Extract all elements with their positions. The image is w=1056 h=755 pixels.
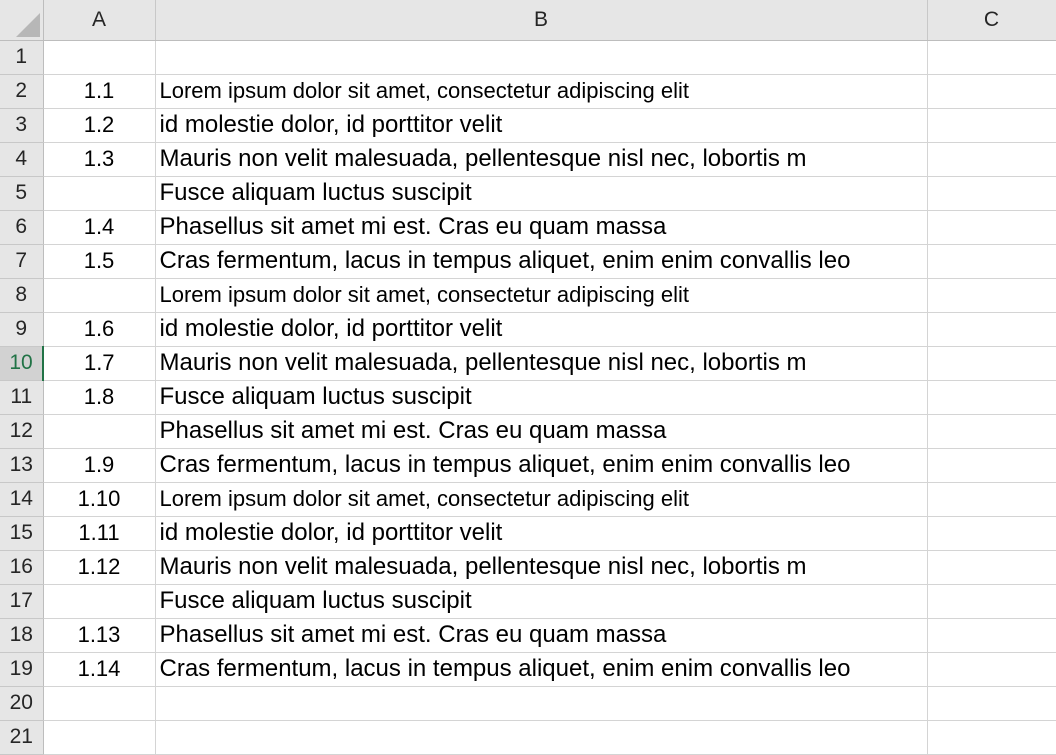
cell-b[interactable]: Fusce aliquam luctus suscipit [155, 176, 927, 210]
cell-b[interactable] [155, 720, 927, 754]
table-row [0, 482, 1056, 516]
cell-b[interactable]: Mauris non velit malesuada, pellentesque nisl nec, lobortis m [155, 550, 927, 584]
cell-c[interactable] [927, 346, 1056, 380]
row-header[interactable]: 17 [0, 584, 43, 618]
cell-c[interactable] [927, 74, 1056, 108]
cell-a[interactable] [43, 278, 155, 312]
table-row [0, 40, 1056, 74]
cell-a[interactable]: 1.12 [43, 550, 155, 584]
cell-b[interactable]: id molestie dolor, id porttitor velit [155, 108, 927, 142]
cell-c[interactable] [927, 618, 1056, 652]
column-header-a[interactable]: A [43, 0, 155, 40]
cell-a[interactable]: 1.14 [43, 652, 155, 686]
cell-b[interactable]: Mauris non velit malesuada, pellentesque nisl nec, lobortis m [155, 142, 927, 176]
table-row [0, 516, 1056, 550]
cell-c[interactable] [927, 210, 1056, 244]
table-row [0, 142, 1056, 176]
row-header[interactable]: 19 [0, 652, 43, 686]
column-header-b[interactable]: B [155, 0, 927, 40]
cell-a[interactable]: 1.5 [43, 244, 155, 278]
cell-a[interactable]: 1.11 [43, 516, 155, 550]
cell-b[interactable]: Phasellus sit amet mi est. Cras eu quam massa [155, 618, 927, 652]
table-row [0, 176, 1056, 210]
cell-b[interactable]: Lorem ipsum dolor sit amet, consectetur adipiscing elit [155, 278, 927, 312]
row-header[interactable]: 2 [0, 74, 43, 108]
table-row [0, 618, 1056, 652]
table-row [0, 550, 1056, 584]
row-header[interactable]: 16 [0, 550, 43, 584]
cell-c[interactable] [927, 550, 1056, 584]
cell-c[interactable] [927, 652, 1056, 686]
column-header-c[interactable]: C [927, 0, 1056, 40]
cell-c[interactable] [927, 244, 1056, 278]
cell-c[interactable] [927, 448, 1056, 482]
table-row [0, 210, 1056, 244]
row-header[interactable]: 11 [0, 380, 43, 414]
table-row [0, 720, 1056, 754]
row-header[interactable]: 8 [0, 278, 43, 312]
cell-b[interactable]: Cras fermentum, lacus in tempus aliquet, enim enim convallis leo [155, 244, 927, 278]
cell-a[interactable] [43, 176, 155, 210]
row-header[interactable]: 10 [0, 346, 43, 380]
cell-a[interactable] [43, 720, 155, 754]
cell-c[interactable] [927, 380, 1056, 414]
row-header[interactable]: 14 [0, 482, 43, 516]
table-row [0, 278, 1056, 312]
table-row [0, 448, 1056, 482]
cell-c[interactable] [927, 516, 1056, 550]
cell-a[interactable] [43, 584, 155, 618]
table-row [0, 346, 1056, 380]
row-header[interactable]: 9 [0, 312, 43, 346]
cell-a[interactable]: 1.9 [43, 448, 155, 482]
row-header[interactable]: 4 [0, 142, 43, 176]
cell-a[interactable] [43, 414, 155, 448]
cell-b[interactable]: Cras fermentum, lacus in tempus aliquet, enim enim convallis leo [155, 652, 927, 686]
cell-c[interactable] [927, 278, 1056, 312]
cell-b[interactable]: Fusce aliquam luctus suscipit [155, 584, 927, 618]
cell-a[interactable]: 1.2 [43, 108, 155, 142]
cell-a[interactable] [43, 686, 155, 720]
cell-a[interactable]: 1.3 [43, 142, 155, 176]
cell-b[interactable]: Cras fermentum, lacus in tempus aliquet, enim enim convallis leo [155, 448, 927, 482]
cell-b[interactable]: Mauris non velit malesuada, pellentesque nisl nec, lobortis m [155, 346, 927, 380]
cell-c[interactable] [927, 686, 1056, 720]
row-header[interactable]: 7 [0, 244, 43, 278]
select-all-triangle-icon [16, 13, 40, 37]
select-all-corner[interactable] [0, 0, 43, 40]
cell-a[interactable]: 1.7 [43, 346, 155, 380]
row-header[interactable]: 5 [0, 176, 43, 210]
cell-b[interactable]: Lorem ipsum dolor sit amet, consectetur adipiscing elit [155, 482, 927, 516]
cell-b[interactable]: Lorem ipsum dolor sit amet, consectetur adipiscing elit [155, 74, 927, 108]
row-header[interactable]: 20 [0, 686, 43, 720]
cell-a[interactable] [43, 40, 155, 74]
cell-a[interactable]: 1.13 [43, 618, 155, 652]
table-row [0, 380, 1056, 414]
cell-c[interactable] [927, 312, 1056, 346]
cell-b[interactable]: id molestie dolor, id porttitor velit [155, 516, 927, 550]
table-row [0, 686, 1056, 720]
row-header[interactable]: 15 [0, 516, 43, 550]
table-row [0, 244, 1056, 278]
cell-a[interactable]: 1.8 [43, 380, 155, 414]
cell-b[interactable]: Phasellus sit amet mi est. Cras eu quam massa [155, 210, 927, 244]
cell-b[interactable] [155, 686, 927, 720]
cell-a[interactable]: 1.10 [43, 482, 155, 516]
row-header[interactable]: 18 [0, 618, 43, 652]
row-header[interactable]: 12 [0, 414, 43, 448]
cell-a[interactable]: 1.6 [43, 312, 155, 346]
table-row [0, 108, 1056, 142]
cell-b[interactable]: Fusce aliquam luctus suscipit [155, 380, 927, 414]
table-row [0, 652, 1056, 686]
row-header[interactable]: 3 [0, 108, 43, 142]
cell-c[interactable] [927, 142, 1056, 176]
table-row [0, 584, 1056, 618]
table-row [0, 414, 1056, 448]
cell-c[interactable] [927, 482, 1056, 516]
cell-b[interactable]: id molestie dolor, id porttitor velit [155, 312, 927, 346]
table-row [0, 74, 1056, 108]
column-header-row [0, 0, 1056, 40]
row-header[interactable]: 1 [0, 40, 43, 74]
cell-a[interactable]: 1.1 [43, 74, 155, 108]
cell-c[interactable] [927, 176, 1056, 210]
row-header[interactable]: 13 [0, 448, 43, 482]
cell-c[interactable] [927, 108, 1056, 142]
cell-c[interactable] [927, 40, 1056, 74]
cell-c[interactable] [927, 720, 1056, 754]
cell-b[interactable] [155, 40, 927, 74]
cell-c[interactable] [927, 584, 1056, 618]
table-row [0, 312, 1056, 346]
cell-a[interactable]: 1.4 [43, 210, 155, 244]
cell-c[interactable] [927, 414, 1056, 448]
cell-b[interactable]: Phasellus sit amet mi est. Cras eu quam massa [155, 414, 927, 448]
row-header[interactable]: 21 [0, 720, 43, 754]
grid-body [0, 40, 1056, 755]
row-header[interactable]: 6 [0, 210, 43, 244]
